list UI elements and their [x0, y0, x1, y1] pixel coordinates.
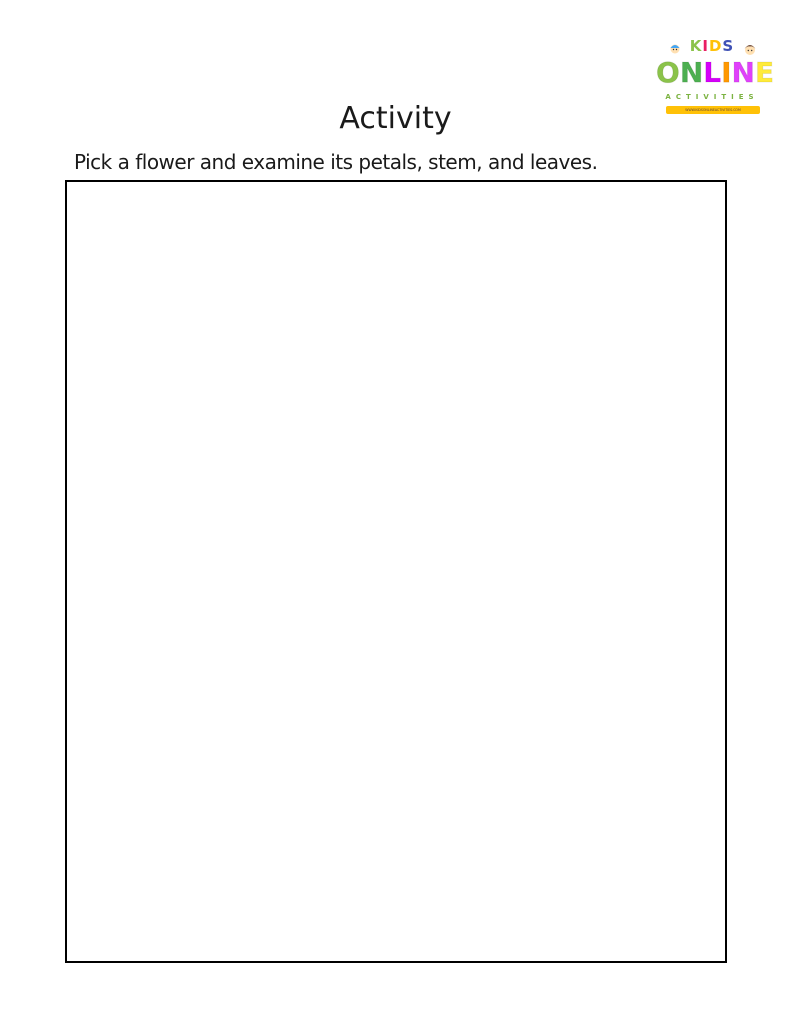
logo-online-letter: N [679, 56, 704, 89]
child-face-icon [668, 42, 682, 54]
child-face-icon [742, 42, 758, 56]
logo-kids-text [682, 36, 742, 56]
logo-online-letter: L [703, 56, 722, 89]
logo-online-letter: I [721, 56, 732, 89]
activity-instruction: Pick a flower and examine its petals, stem, and leaves. [74, 150, 598, 174]
logo-activities-text: ACTIVITIES [665, 93, 759, 101]
drawing-area[interactable] [65, 180, 727, 963]
logo-url-banner: WWW.KIDSONLINEACTIVITIES.COM [666, 106, 760, 114]
page-title: Activity [339, 101, 452, 136]
logo-kids-letter: S [722, 37, 735, 55]
logo-online-text [656, 56, 775, 89]
logo-kids-letter: K [689, 37, 703, 55]
logo-kids-letter: I [702, 37, 709, 55]
logo-online-letter: N [731, 56, 755, 89]
logo-online-letter: E [754, 56, 775, 89]
logo-kids-letter: D [708, 37, 723, 55]
logo-online-letter: O [656, 56, 680, 89]
